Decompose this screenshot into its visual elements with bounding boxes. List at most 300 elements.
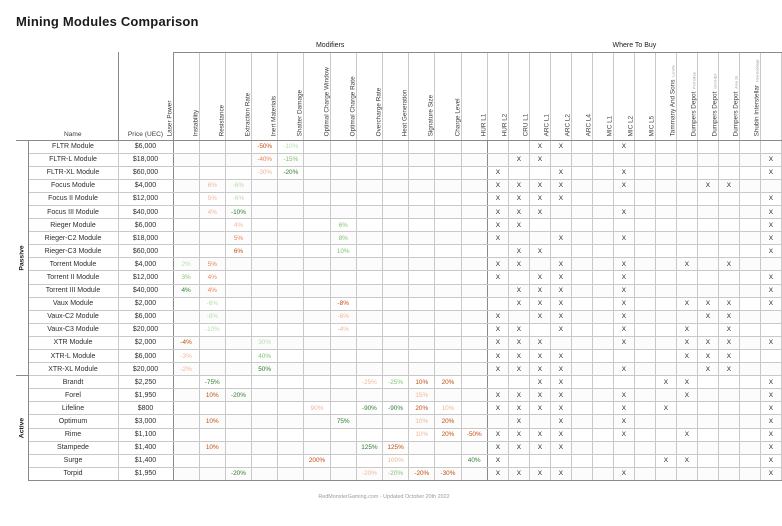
cell-vendor-dumpers-depot xyxy=(718,153,739,166)
column-header-name-label: Name xyxy=(63,130,82,138)
cell-modifier-shatter-damage: 200% xyxy=(304,454,330,467)
cell-vendor-arc-l1: X xyxy=(550,350,571,363)
cell-modifier-instability: 4% xyxy=(199,284,225,297)
cell-modifier-laser-power xyxy=(173,402,199,415)
cell-vendor-dumpers-depot xyxy=(718,140,739,153)
cell-modifier-charge-level xyxy=(461,310,487,323)
cell-vendor-dumpers-depot: X xyxy=(697,179,718,192)
cell-vendor-cru-l1 xyxy=(529,323,550,336)
cell-vendor-dumpers-depot xyxy=(697,153,718,166)
cell-vendor-mic-l2 xyxy=(634,376,655,389)
cell-vendor-hur-l2: X xyxy=(508,336,529,349)
cell-vendor-dumpers-depot xyxy=(718,205,739,218)
cell-modifier-heat-generation: 10% xyxy=(409,428,435,441)
cell-modifier-optimal-charge-rate xyxy=(356,219,382,232)
cell-modifier-laser-power: -3% xyxy=(173,350,199,363)
cell-modifier-heat-generation xyxy=(409,310,435,323)
cell-modifier-optimal-charge-window xyxy=(330,454,356,467)
cell-vendor-cru-l1: X xyxy=(529,140,550,153)
table-row[interactable] xyxy=(16,232,781,245)
cell-module-name: FLTR-XL Module xyxy=(28,166,118,179)
cell-vendor-mic-l1: X xyxy=(613,166,634,179)
cell-vendor-dumpers-depot xyxy=(697,166,718,179)
cell-module-price: $2,250 xyxy=(118,376,173,389)
cell-modifier-overcharge-rate xyxy=(383,258,409,271)
cell-modifier-resistance xyxy=(225,454,251,467)
cell-modifier-overcharge-rate xyxy=(383,284,409,297)
cell-module-price: $2,000 xyxy=(118,336,173,349)
cell-modifier-instability xyxy=(199,467,225,480)
cell-vendor-arc-l1: X xyxy=(550,441,571,454)
cell-modifier-signature-size xyxy=(435,350,461,363)
cell-modifier-inert-materials xyxy=(278,415,304,428)
cell-vendor-dumpers-depot xyxy=(697,284,718,297)
cell-vendor-cru-l1 xyxy=(529,166,550,179)
cell-modifier-optimal-charge-window: -6% xyxy=(330,310,356,323)
cell-modifier-optimal-charge-window xyxy=(330,284,356,297)
cell-modifier-instability xyxy=(199,219,225,232)
cell-vendor-dumpers-depot xyxy=(739,284,760,297)
cell-vendor-cru-l1: X xyxy=(529,271,550,284)
table-row[interactable] xyxy=(16,219,781,232)
cell-modifier-inert-materials xyxy=(278,336,304,349)
cell-vendor-dumpers-depot xyxy=(718,192,739,205)
cell-modifier-signature-size: 20% xyxy=(435,415,461,428)
cell-vendor-shubin-interstellar: X xyxy=(760,402,781,415)
cell-vendor-shubin-interstellar: X xyxy=(760,454,781,467)
cell-vendor-mic-l1: X xyxy=(613,271,634,284)
cell-modifier-resistance xyxy=(225,271,251,284)
cell-vendor-dumpers-depot xyxy=(739,219,760,232)
cell-modifier-resistance xyxy=(225,323,251,336)
cell-vendor-arc-l1 xyxy=(550,454,571,467)
cell-vendor-dumpers-depot: X xyxy=(697,297,718,310)
cell-vendor-arc-l2 xyxy=(571,297,592,310)
cell-vendor-dumpers-depot xyxy=(739,271,760,284)
section-label-passive xyxy=(16,140,28,376)
cell-vendor-dumpers-depot xyxy=(697,376,718,389)
cell-module-price: $3,000 xyxy=(118,415,173,428)
cell-module-price: $1,950 xyxy=(118,389,173,402)
table-row[interactable] xyxy=(16,205,781,218)
table-row[interactable] xyxy=(16,140,781,153)
cell-vendor-hur-l1: X xyxy=(487,454,508,467)
cell-module-name: Focus Module xyxy=(28,179,118,192)
cell-vendor-arc-l1: X xyxy=(550,179,571,192)
cell-vendor-cru-l1: X xyxy=(529,310,550,323)
cell-vendor-hur-l1: X xyxy=(487,310,508,323)
cell-vendor-hur-l1: X xyxy=(487,402,508,415)
table-row[interactable] xyxy=(16,350,781,363)
cell-vendor-arc-l1: X xyxy=(550,428,571,441)
cell-vendor-arc-l1: X xyxy=(550,363,571,376)
cell-vendor-mic-l2 xyxy=(634,441,655,454)
cell-vendor-hur-l2: X xyxy=(508,363,529,376)
cell-vendor-arc-l4 xyxy=(592,389,613,402)
cell-module-price: $4,000 xyxy=(118,258,173,271)
cell-modifier-signature-size xyxy=(435,271,461,284)
cell-modifier-extraction-rate xyxy=(252,232,278,245)
cell-vendor-hur-l1: X xyxy=(487,232,508,245)
section-label-text: Passive xyxy=(18,245,26,271)
cell-module-name: Torrent Module xyxy=(28,258,118,271)
cell-vendor-arc-l1: X xyxy=(550,258,571,271)
cell-vendor-dumpers-depot xyxy=(697,454,718,467)
cell-modifier-optimal-charge-window xyxy=(330,428,356,441)
cell-vendor-hur-l1: X xyxy=(487,179,508,192)
cell-vendor-shubin-interstellar xyxy=(760,310,781,323)
cell-modifier-signature-size xyxy=(435,205,461,218)
cell-modifier-heat-generation xyxy=(409,284,435,297)
cell-modifier-extraction-rate xyxy=(252,219,278,232)
cell-modifier-optimal-charge-window xyxy=(330,376,356,389)
table-row[interactable] xyxy=(16,297,781,310)
cell-vendor-hur-l2 xyxy=(508,232,529,245)
column-header-label: Dumpers DepotPort Olisar xyxy=(690,71,698,137)
cell-modifier-charge-level xyxy=(461,284,487,297)
cell-modifier-optimal-charge-window xyxy=(330,402,356,415)
cell-modifier-resistance xyxy=(225,376,251,389)
cell-modifier-instability: 10% xyxy=(199,415,225,428)
cell-modifier-optimal-charge-window xyxy=(330,166,356,179)
cell-module-name: Vaux-C3 Module xyxy=(28,323,118,336)
cell-modifier-signature-size xyxy=(435,323,461,336)
cell-vendor-mic-l1: X xyxy=(613,140,634,153)
cell-modifier-charge-level xyxy=(461,258,487,271)
cell-vendor-shubin-interstellar: X xyxy=(760,428,781,441)
cell-vendor-hur-l1: X xyxy=(487,192,508,205)
cell-vendor-tammany-and-sons xyxy=(676,245,697,258)
cell-vendor-mic-l5 xyxy=(655,232,676,245)
cell-vendor-dumpers-depot xyxy=(697,428,718,441)
cell-modifier-laser-power xyxy=(173,245,199,258)
cell-vendor-hur-l1: X xyxy=(487,363,508,376)
cell-modifier-instability: 6% xyxy=(199,179,225,192)
cell-modifier-optimal-charge-rate xyxy=(356,166,382,179)
cell-modifier-signature-size xyxy=(435,454,461,467)
cell-vendor-mic-l2 xyxy=(634,454,655,467)
cell-vendor-cru-l1: X xyxy=(529,297,550,310)
cell-vendor-arc-l1: X xyxy=(550,376,571,389)
cell-modifier-resistance xyxy=(225,297,251,310)
table-row[interactable] xyxy=(16,415,781,428)
cell-vendor-arc-l1: X xyxy=(550,284,571,297)
table-row[interactable] xyxy=(16,153,781,166)
cell-vendor-dumpers-depot: X xyxy=(718,336,739,349)
group-header-where-to-buy: Where To Buy xyxy=(487,40,781,52)
cell-vendor-mic-l5 xyxy=(655,153,676,166)
cell-vendor-hur-l1: X xyxy=(487,428,508,441)
cell-modifier-instability xyxy=(199,153,225,166)
cell-modifier-overcharge-rate xyxy=(383,232,409,245)
cell-vendor-dumpers-depot xyxy=(718,428,739,441)
table-row[interactable] xyxy=(16,428,781,441)
cell-vendor-dumpers-depot: X xyxy=(697,336,718,349)
cell-module-name: XTR-XL Module xyxy=(28,363,118,376)
cell-modifier-charge-level xyxy=(461,232,487,245)
cell-vendor-hur-l2: X xyxy=(508,258,529,271)
cell-vendor-dumpers-depot: X xyxy=(697,350,718,363)
cell-vendor-tammany-and-sons: X xyxy=(676,389,697,402)
cell-module-price: $4,000 xyxy=(118,179,173,192)
cell-vendor-shubin-interstellar: X xyxy=(760,297,781,310)
cell-module-price: $1,100 xyxy=(118,428,173,441)
table-row[interactable] xyxy=(16,402,781,415)
cell-vendor-tammany-and-sons xyxy=(676,310,697,323)
table-body xyxy=(16,140,781,480)
cell-modifier-heat-generation: 20% xyxy=(409,402,435,415)
cell-modifier-inert-materials xyxy=(278,192,304,205)
cell-modifier-inert-materials xyxy=(278,297,304,310)
cell-vendor-hur-l2: X xyxy=(508,153,529,166)
cell-modifier-laser-power xyxy=(173,179,199,192)
cell-vendor-shubin-interstellar: X xyxy=(760,389,781,402)
cell-vendor-dumpers-depot xyxy=(739,258,760,271)
cell-modifier-optimal-charge-window xyxy=(330,205,356,218)
cell-modifier-optimal-charge-rate xyxy=(356,336,382,349)
cell-vendor-mic-l2 xyxy=(634,363,655,376)
cell-modifier-extraction-rate xyxy=(252,467,278,480)
cell-vendor-mic-l5 xyxy=(655,179,676,192)
cell-modifier-shatter-damage xyxy=(304,389,330,402)
cell-modifier-optimal-charge-window xyxy=(330,153,356,166)
cell-vendor-cru-l1: X xyxy=(529,205,550,218)
column-header-label: Extraction Rate xyxy=(244,92,252,137)
column-header-label: Dumpers DepotArea 18 xyxy=(732,76,740,137)
cell-vendor-mic-l2 xyxy=(634,415,655,428)
cell-module-name: Stampede xyxy=(28,441,118,454)
cell-vendor-cru-l1: X xyxy=(529,284,550,297)
cell-modifier-shatter-damage xyxy=(304,271,330,284)
column-header-label: ARC L2 xyxy=(564,114,572,137)
table-row[interactable] xyxy=(16,245,781,258)
cell-module-name: Brandt xyxy=(28,376,118,389)
cell-vendor-dumpers-depot xyxy=(718,415,739,428)
cell-modifier-inert-materials xyxy=(278,232,304,245)
cell-modifier-signature-size: -30% xyxy=(435,467,461,480)
cell-module-name: Rime xyxy=(28,428,118,441)
cell-modifier-laser-power: 3% xyxy=(173,271,199,284)
table-row[interactable] xyxy=(16,363,781,376)
cell-vendor-arc-l4 xyxy=(592,258,613,271)
cell-module-price: $1,400 xyxy=(118,454,173,467)
cell-vendor-dumpers-depot xyxy=(739,179,760,192)
cell-vendor-hur-l2: X xyxy=(508,441,529,454)
cell-modifier-optimal-charge-window xyxy=(330,389,356,402)
cell-vendor-tammany-and-sons xyxy=(676,441,697,454)
cell-modifier-extraction-rate xyxy=(252,258,278,271)
cell-modifier-charge-level xyxy=(461,192,487,205)
cell-vendor-mic-l2 xyxy=(634,232,655,245)
cell-modifier-optimal-charge-rate xyxy=(356,297,382,310)
cell-modifier-optimal-charge-rate: -90% xyxy=(356,402,382,415)
cell-modifier-inert-materials: -15% xyxy=(278,153,304,166)
cell-modifier-optimal-charge-rate: -20% xyxy=(356,467,382,480)
cell-vendor-tammany-and-sons xyxy=(676,140,697,153)
table-row[interactable] xyxy=(16,467,781,480)
table-row[interactable] xyxy=(16,389,781,402)
cell-modifier-inert-materials xyxy=(278,258,304,271)
cell-modifier-resistance xyxy=(225,258,251,271)
cell-vendor-arc-l2 xyxy=(571,415,592,428)
cell-module-name: Focus II Module xyxy=(28,192,118,205)
cell-vendor-cru-l1: X xyxy=(529,245,550,258)
cell-vendor-mic-l1: X xyxy=(613,363,634,376)
cell-vendor-arc-l2 xyxy=(571,205,592,218)
cell-vendor-cru-l1: X xyxy=(529,441,550,454)
cell-vendor-arc-l1: X xyxy=(550,389,571,402)
cell-modifier-optimal-charge-rate xyxy=(356,428,382,441)
cell-modifier-signature-size: 20% xyxy=(435,376,461,389)
cell-vendor-arc-l4 xyxy=(592,428,613,441)
cell-modifier-heat-generation: 10% xyxy=(409,376,435,389)
table-row[interactable] xyxy=(16,166,781,179)
cell-vendor-dumpers-depot xyxy=(739,153,760,166)
table-row[interactable] xyxy=(16,284,781,297)
cell-vendor-dumpers-depot xyxy=(697,415,718,428)
cell-modifier-instability xyxy=(199,336,225,349)
cell-modifier-inert-materials xyxy=(278,219,304,232)
cell-module-name: XTR-L Module xyxy=(28,350,118,363)
cell-vendor-arc-l1: X xyxy=(550,415,571,428)
table-row[interactable] xyxy=(16,323,781,336)
cell-modifier-heat-generation xyxy=(409,153,435,166)
cell-modifier-optimal-charge-rate xyxy=(356,232,382,245)
cell-vendor-shubin-interstellar: X xyxy=(760,219,781,232)
cell-vendor-mic-l1 xyxy=(613,350,634,363)
cell-modifier-laser-power xyxy=(173,153,199,166)
table-row[interactable] xyxy=(16,271,781,284)
cell-modifier-heat-generation xyxy=(409,219,435,232)
table-row[interactable] xyxy=(16,258,781,271)
cell-module-price: $40,000 xyxy=(118,284,173,297)
cell-module-price: $18,000 xyxy=(118,232,173,245)
group-spacer-section xyxy=(16,40,28,52)
cell-vendor-dumpers-depot xyxy=(739,297,760,310)
cell-modifier-shatter-damage xyxy=(304,441,330,454)
cell-vendor-shubin-interstellar: X xyxy=(760,192,781,205)
cell-vendor-hur-l1: X xyxy=(487,441,508,454)
cell-vendor-cru-l1: X xyxy=(529,192,550,205)
cell-modifier-instability: 5% xyxy=(199,192,225,205)
table-row[interactable] xyxy=(16,192,781,205)
cell-modifier-shatter-damage xyxy=(304,245,330,258)
cell-modifier-laser-power xyxy=(173,192,199,205)
cell-modifier-shatter-damage xyxy=(304,179,330,192)
cell-modifier-shatter-damage xyxy=(304,336,330,349)
cell-modifier-charge-level xyxy=(461,166,487,179)
cell-vendor-hur-l1: X xyxy=(487,389,508,402)
cell-vendor-dumpers-depot xyxy=(739,415,760,428)
cell-modifier-charge-level xyxy=(461,297,487,310)
cell-vendor-dumpers-depot xyxy=(739,232,760,245)
cell-vendor-tammany-and-sons: X xyxy=(676,454,697,467)
column-header-label: Inert Materials xyxy=(270,96,278,137)
cell-modifier-laser-power xyxy=(173,232,199,245)
cell-modifier-optimal-charge-window: 75% xyxy=(330,415,356,428)
cell-vendor-dumpers-depot xyxy=(739,205,760,218)
cell-vendor-hur-l1: X xyxy=(487,166,508,179)
cell-vendor-dumpers-depot xyxy=(697,467,718,480)
cell-vendor-arc-l2 xyxy=(571,179,592,192)
cell-module-price: $40,000 xyxy=(118,205,173,218)
table-row[interactable] xyxy=(16,179,781,192)
cell-modifier-extraction-rate xyxy=(252,192,278,205)
cell-vendor-arc-l1: X xyxy=(550,467,571,480)
cell-vendor-dumpers-depot xyxy=(718,245,739,258)
cell-modifier-charge-level xyxy=(461,245,487,258)
cell-vendor-arc-l2 xyxy=(571,441,592,454)
cell-modifier-extraction-rate: 50% xyxy=(252,363,278,376)
cell-modifier-resistance: 5% xyxy=(225,232,251,245)
cell-vendor-mic-l5 xyxy=(655,415,676,428)
column-header-label: Heat Generation xyxy=(401,89,409,137)
cell-modifier-extraction-rate xyxy=(252,245,278,258)
cell-modifier-signature-size xyxy=(435,153,461,166)
cell-vendor-dumpers-depot xyxy=(697,232,718,245)
cell-vendor-arc-l2 xyxy=(571,454,592,467)
table-row[interactable] xyxy=(16,454,781,467)
cell-vendor-tammany-and-sons: X xyxy=(676,336,697,349)
cell-vendor-cru-l1: X xyxy=(529,389,550,402)
cell-vendor-hur-l2: X xyxy=(508,415,529,428)
cell-modifier-resistance xyxy=(225,153,251,166)
cell-module-price: $1,950 xyxy=(118,467,173,480)
cell-modifier-charge-level xyxy=(461,467,487,480)
cell-modifier-instability xyxy=(199,166,225,179)
cell-modifier-inert-materials xyxy=(278,323,304,336)
table-row[interactable] xyxy=(16,441,781,454)
cell-vendor-dumpers-depot xyxy=(739,245,760,258)
cell-vendor-hur-l2: X xyxy=(508,297,529,310)
cell-modifier-extraction-rate: -40% xyxy=(252,153,278,166)
table-row[interactable] xyxy=(16,310,781,323)
cell-vendor-dumpers-depot xyxy=(739,310,760,323)
column-header-label: ARC L1 xyxy=(543,114,551,137)
cell-modifier-extraction-rate xyxy=(252,389,278,402)
cell-vendor-cru-l1 xyxy=(529,232,550,245)
cell-modifier-laser-power xyxy=(173,389,199,402)
cell-vendor-shubin-interstellar xyxy=(760,258,781,271)
cell-vendor-hur-l1 xyxy=(487,297,508,310)
cell-vendor-hur-l2: X xyxy=(508,428,529,441)
cell-modifier-overcharge-rate xyxy=(383,205,409,218)
table-row[interactable] xyxy=(16,336,781,349)
cell-vendor-tammany-and-sons xyxy=(676,179,697,192)
cell-module-name: XTR Module xyxy=(28,336,118,349)
cell-vendor-arc-l4 xyxy=(592,454,613,467)
column-header-label: MIC L2 xyxy=(627,115,635,137)
cell-vendor-dumpers-depot: X xyxy=(718,323,739,336)
cell-vendor-dumpers-depot: X xyxy=(697,363,718,376)
cell-vendor-arc-l1 xyxy=(550,219,571,232)
cell-modifier-shatter-damage xyxy=(304,153,330,166)
cell-modifier-optimal-charge-rate xyxy=(356,258,382,271)
cell-vendor-mic-l2 xyxy=(634,258,655,271)
column-header-label: ARC L4 xyxy=(585,114,593,137)
table-row[interactable] xyxy=(16,376,781,389)
cell-vendor-hur-l2 xyxy=(508,271,529,284)
cell-modifier-shatter-damage xyxy=(304,205,330,218)
cell-vendor-arc-l4 xyxy=(592,140,613,153)
cell-modifier-optimal-charge-rate xyxy=(356,205,382,218)
cell-vendor-dumpers-depot: X xyxy=(718,363,739,376)
cell-modifier-optimal-charge-window: 10% xyxy=(330,245,356,258)
cell-modifier-optimal-charge-window xyxy=(330,258,356,271)
cell-modifier-optimal-charge-rate xyxy=(356,140,382,153)
cell-vendor-hur-l1: X xyxy=(487,271,508,284)
cell-vendor-hur-l1: X xyxy=(487,336,508,349)
